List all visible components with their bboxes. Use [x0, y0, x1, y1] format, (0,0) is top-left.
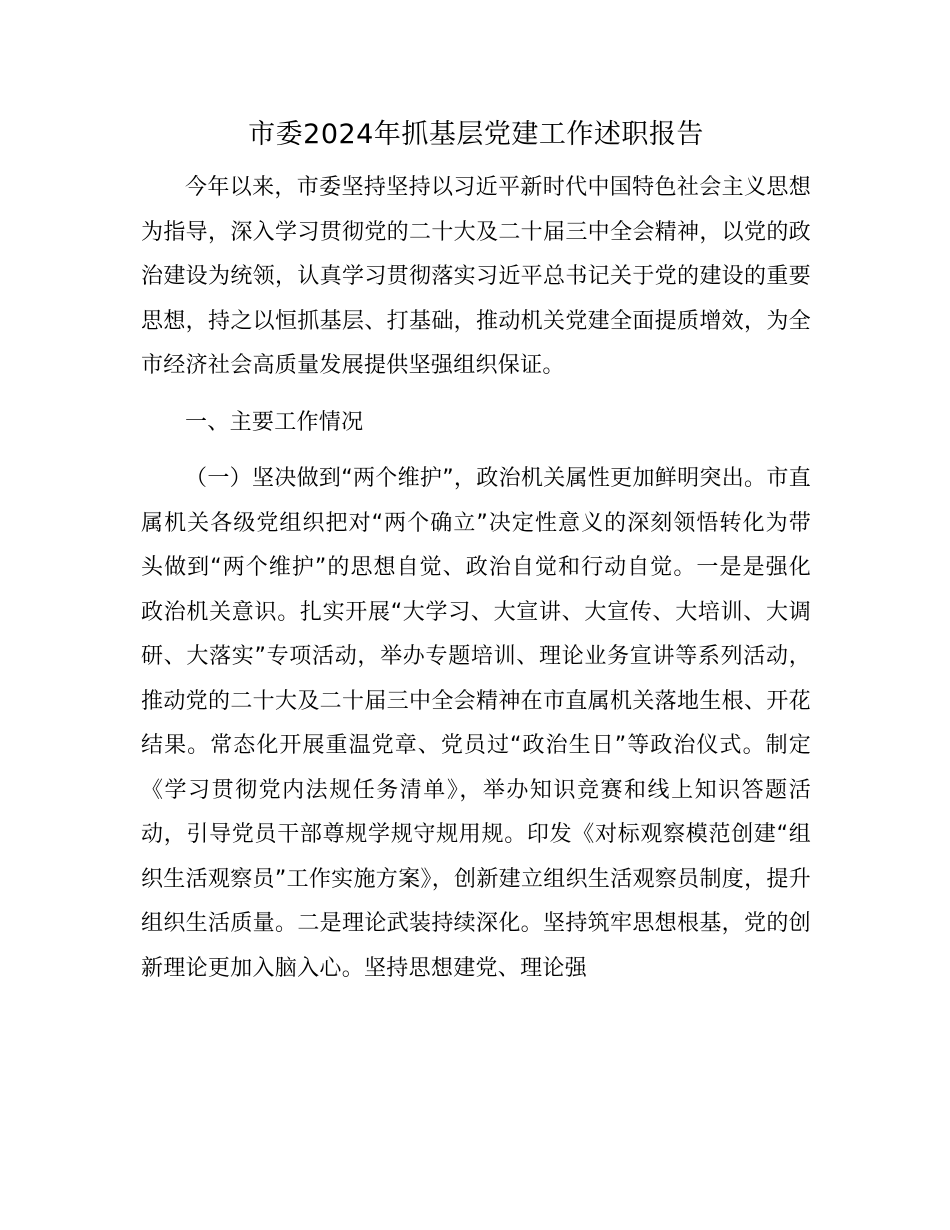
- intro-paragraph: 今年以来，市委坚持坚持以习近平新时代中国特色社会主义思想为指导，深入学习贯彻党的二十大及二十届三中全会精神，以党的政治建设为统领，认真学习贯彻落实习近平总书记关于党的建设的重要思想，持之以恒抓基层、打基础，推动机关党建全面提质增效，为全市经济社会高质量发展提供坚强组织保证。: [141, 175, 811, 378]
- body-paragraph: （一）坚决做到“两个维护”，政治机关属性更加鲜明突出。市直属机关各级党组织把对“两个确立”决定性意义的深刻领悟转化为带头做到“两个维护”的思想自觉、政治自觉和行动自觉。一是是强化政治机关意识。扎实开展“大学习、大宣讲、大宣传、大培训、大调研、大落实”专项活动，举办专题培训、理论业务宣讲等系列活动，推动党的二十大及二十届三中全会精神在市直属机关落地生根、开花结果。常态化开展重温党章、党员过“政治生日”等政治仪式。制定《学习贯彻党内法规任务清单》，举办知识竞赛和线上知识答题活动，引导党员干部尊规学规守规用规。印发《对标观察模范创建“组织生活观察员”工作实施方案》，创新建立组织生活观察员制度，提升组织生活质量。二是理论武装持续深化。坚持筑牢思想根基，党的创新理论更加入脑入心。坚持思想建党、理论强: [141, 466, 811, 981]
- document-body: [141, 112, 811, 991]
- document-title: 市委2024年抓基层党建工作述职报告: [248, 119, 704, 150]
- section-heading: 一、主要工作情况: [185, 409, 364, 435]
